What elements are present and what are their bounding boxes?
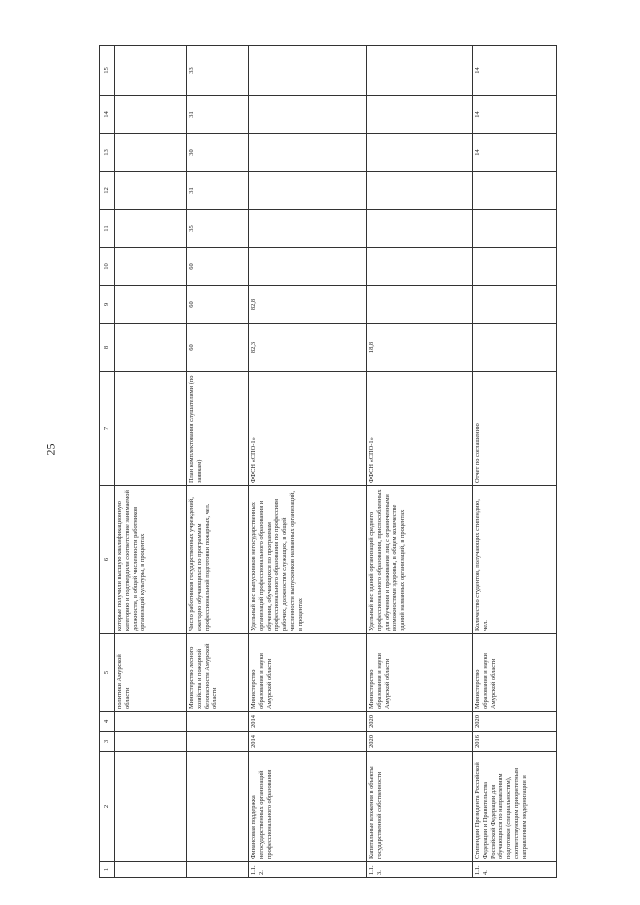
column-header: 10 xyxy=(100,248,115,286)
header-row xyxy=(100,46,115,878)
indicator: Удельный вес зданий организаций среднего профессионального образования, приспособленных для обучения и проживания лиц с ограниченными возможностями здоровья, в общем количестве зданий названных организаций, в процентах xyxy=(367,486,473,634)
activity-name xyxy=(187,752,249,862)
indicator: которые получили высшую квалификационную категорию и подтвердили соответствие занимаемой должности, в общей численности работников организаций культуры, в процентах xyxy=(115,486,187,634)
start-year xyxy=(187,732,249,752)
value-cell xyxy=(249,96,367,134)
rotated-table-wrapper xyxy=(99,46,565,878)
executor: Министерство образования и науки Амурской области xyxy=(367,634,473,712)
column-header: 12 xyxy=(100,172,115,210)
value-cell xyxy=(249,248,367,286)
value-cell xyxy=(367,96,473,134)
value-cell: 60 xyxy=(187,286,249,324)
indicator: Количество студентов, получающих стипендию, чел. xyxy=(473,486,557,634)
data-source: Отчет по соглашению xyxy=(473,372,557,486)
value-cell: 30 xyxy=(187,134,249,172)
value-cell xyxy=(115,210,187,248)
value-cell xyxy=(115,172,187,210)
table-row xyxy=(367,46,473,878)
table-row xyxy=(473,46,557,878)
column-header: 14 xyxy=(100,96,115,134)
activity-name xyxy=(115,752,187,862)
value-cell xyxy=(249,134,367,172)
row-number xyxy=(115,862,187,878)
value-cell xyxy=(115,46,187,96)
data-source xyxy=(115,372,187,486)
row-number: 1.1.4. xyxy=(473,862,557,878)
value-cell xyxy=(249,172,367,210)
rotated-table xyxy=(99,46,565,878)
start-year: 2014 xyxy=(249,732,367,752)
value-cell xyxy=(367,210,473,248)
value-cell xyxy=(473,172,557,210)
value-cell xyxy=(115,248,187,286)
activity-name: Капитальные вложения в объекты государственной собственности xyxy=(367,752,473,862)
value-cell: 14 xyxy=(473,96,557,134)
value-cell xyxy=(367,172,473,210)
column-header: 3 xyxy=(100,732,115,752)
executor: Министерство образования и науки Амурской области xyxy=(473,634,557,712)
value-cell xyxy=(367,134,473,172)
row-number: 1.1.3. xyxy=(367,862,473,878)
column-header: 7 xyxy=(100,372,115,486)
row-number xyxy=(187,862,249,878)
value-cell xyxy=(473,286,557,324)
value-cell xyxy=(367,46,473,96)
value-cell: 82,8 xyxy=(249,286,367,324)
end-year: 2014 xyxy=(249,712,367,732)
end-year xyxy=(187,712,249,732)
row-number: 1.1.2. xyxy=(249,862,367,878)
indicator: Удельный вес выпускников негосударственных организаций профессионального образования и обучения, обучающихся по программам профессионального образования по профессиям рабочих, должностям служащих, в общей численности выпускников названных организаций, в процентах xyxy=(249,486,367,634)
value-cell xyxy=(473,324,557,372)
value-cell xyxy=(367,286,473,324)
value-cell xyxy=(115,134,187,172)
value-cell: 35 xyxy=(187,210,249,248)
executor: Министерство лесного хозяйства и пожарной безопасности Амурской области xyxy=(187,634,249,712)
column-header: 13 xyxy=(100,134,115,172)
column-header: 6 xyxy=(100,486,115,634)
value-cell xyxy=(367,248,473,286)
value-cell: 60 xyxy=(187,248,249,286)
column-header: 8 xyxy=(100,324,115,372)
table-row xyxy=(187,46,249,878)
column-header: 1 xyxy=(100,862,115,878)
value-cell xyxy=(115,96,187,134)
value-cell: 18,8 xyxy=(367,324,473,372)
page-number: 25 xyxy=(43,443,58,456)
value-cell: 14 xyxy=(473,134,557,172)
value-cell xyxy=(473,248,557,286)
value-cell: 14 xyxy=(473,46,557,96)
value-cell xyxy=(115,286,187,324)
column-header: 4 xyxy=(100,712,115,732)
column-header: 11 xyxy=(100,210,115,248)
value-cell xyxy=(115,324,187,372)
column-header: 9 xyxy=(100,286,115,324)
table-row xyxy=(115,46,187,878)
data-source: ФФСН «СПО-1» xyxy=(249,372,367,486)
value-cell: 31 xyxy=(187,96,249,134)
indicator: Число работников государственных учреждений, ежегодно обучающихся по программам профессиональной подготовки пожарных, чел. xyxy=(187,486,249,634)
executor: политики Амурской области xyxy=(115,634,187,712)
start-year: 2016 xyxy=(473,732,557,752)
end-year: 2020 xyxy=(367,712,473,732)
value-cell xyxy=(249,46,367,96)
value-cell: 60 xyxy=(187,324,249,372)
end-year: 2020 xyxy=(473,712,557,732)
activity-name: Стипендии Президента Российской Федерации и Правительства Российской Федерации для обучающихся по направлениям подготовки (специальностям), соответствующим приоритетным направлениям модернизации и xyxy=(473,752,557,862)
value-cell: 82,3 xyxy=(249,324,367,372)
data-source: План комплектования слушателями (по заявкам) xyxy=(187,372,249,486)
start-year: 2020 xyxy=(367,732,473,752)
value-cell: 31 xyxy=(187,172,249,210)
data-source: ФФСН «СПО-1» xyxy=(367,372,473,486)
column-header: 2 xyxy=(100,752,115,862)
column-header: 15 xyxy=(100,46,115,96)
value-cell xyxy=(473,210,557,248)
value-cell: 33 xyxy=(187,46,249,96)
table-row xyxy=(249,46,367,878)
program-table xyxy=(99,45,557,878)
column-header: 5 xyxy=(100,634,115,712)
executor: Министерство образования и науки Амурской области xyxy=(249,634,367,712)
start-year xyxy=(115,732,187,752)
end-year xyxy=(115,712,187,732)
activity-name: Финансовая поддержка негосударственных организаций профессионального образования xyxy=(249,752,367,862)
value-cell xyxy=(249,210,367,248)
